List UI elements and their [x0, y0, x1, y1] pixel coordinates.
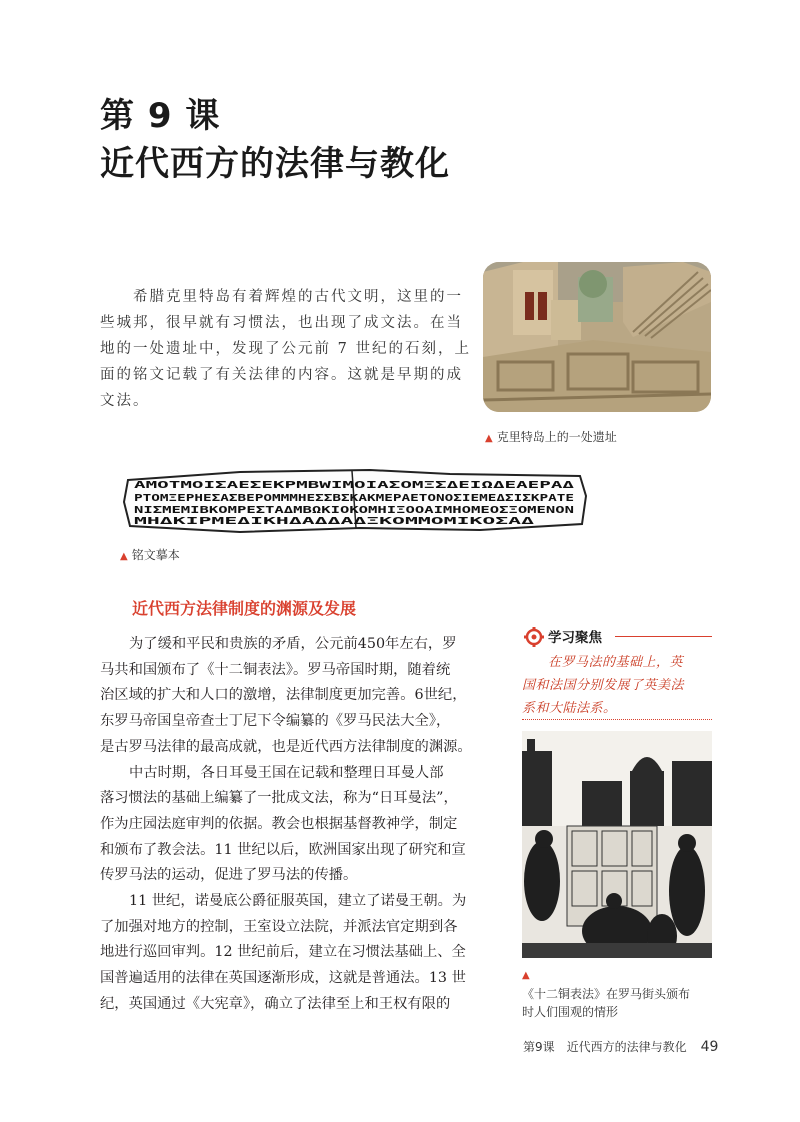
twelve-tables-engraving: [522, 731, 712, 958]
caption-text: 克里特岛上的一处遗址: [496, 430, 617, 444]
body-line: 和颁布了教会法。11 世纪以后，欧洲国家出现了研究和宣: [100, 841, 466, 858]
intro-line: 地的一处遗址中，发现了公元前 7 世纪的石刻，上: [100, 341, 471, 357]
engraving-caption-line-2: 时人们围观的情形: [522, 1005, 619, 1019]
caption-marker-icon: ▲: [522, 970, 530, 981]
page-footer: [523, 1038, 718, 1055]
inscription-drawing: [120, 466, 590, 536]
body-line: 了加强对地方的控制，王室设立法院，并派法官定期到各: [100, 918, 458, 935]
intro-line: 希腊克里特岛有着辉煌的古代文明，这里的一: [133, 289, 463, 305]
inscription-caption: [120, 546, 180, 563]
ruins-illustration: [483, 262, 711, 412]
engraving-caption: [522, 967, 690, 1021]
body-line: 纪，英国通过《大宪章》，确立了法律至上和王权有限的: [100, 995, 451, 1012]
engraving-illustration: [522, 731, 712, 958]
page-number: 49: [700, 1039, 719, 1055]
body-line: 11 世纪，诺曼底公爵征服英国，建立了诺曼王朝。为: [129, 893, 467, 910]
focus-target-icon: [524, 627, 544, 647]
body-line: 地进行巡回审判。12 世纪前后，建立在习惯法基础上、全: [100, 944, 466, 961]
engraving-caption-line-1: ▲ 《十二铜表法》在罗马街头颁布: [522, 967, 690, 1003]
body-line: 东罗马帝国皇帝查士丁尼下令编纂的《罗马民法大全》，: [100, 713, 451, 730]
intro-line: 面的铭文记载了有关法律的内容。这就是早期的成: [100, 367, 463, 383]
section-heading: 近代西方法律制度的渊源及发展: [132, 599, 357, 618]
body-line: 国普遍适用的法律在英国逐渐形成，这就是普通法。13 世: [100, 970, 466, 987]
lesson-title: 近代西方的法律与教化: [100, 144, 450, 184]
body-line: 作为庄园法庭审判的依据。教会也根据基督教神学，制定: [100, 815, 458, 832]
body-line: 马共和国颁布了《十二铜表法》。罗马帝国时期，随着统: [100, 661, 451, 678]
body-line: 为了缓和平民和贵族的矛盾，公元前450年左右，罗: [129, 636, 457, 652]
caption-marker-icon: ▲: [120, 551, 128, 562]
crete-site-photo: [483, 262, 711, 412]
body-line: 落习惯法的基础上编纂了一批成文法，称为“日耳曼法”，: [100, 790, 458, 807]
focus-text: [522, 651, 712, 720]
body-line: 中古时期，各日耳曼王国在记载和整理日耳曼人部: [129, 764, 444, 781]
intro-line: 些城邦，很早就有习惯法，也出现了成文法。在当: [100, 315, 463, 331]
focus-line: 系和大陆法系。: [522, 701, 617, 716]
focus-dotted-divider: [522, 719, 712, 720]
inscription-row: ΜΗΔΚΙΡΜΕΔΙΚΗΔΑΔΔΑΔΞΚΟΜΜΟΜΙΚΟΣΑΔ: [134, 516, 534, 527]
inscription-row: ΡTOMΞΕΡΗΕΣΑΣΒΕΡΟΜΜΜΗΕΣΣΒΣΚΑΚΜΕΡΑΕΤΟΝΟΣΙΕΜΕΔΣΙΣΚΡΑΤΕ: [134, 493, 574, 504]
section-body: [100, 632, 500, 1018]
body-line: 治区域的扩大和人口的激增，法律制度更加完善。6世纪，: [100, 687, 467, 704]
focus-line: 在罗马法的基础上，英: [548, 655, 684, 670]
lesson-number: 第 9 课: [100, 96, 221, 136]
caption-text: 铭文摹本: [131, 548, 180, 562]
intro-line: 文法。: [100, 393, 150, 409]
inscription-row: ΝΙΣΜΕΜΙΒΚΟΜΡΕΣΤΑΔΜΒΩΚΙΟΚΟΜΗΙΞΟΟΑΙΜΗΟΜΕΟΣΞΟΜΕΝΟΝ: [134, 505, 574, 516]
focus-line: 国和法国分别发展了英美法: [522, 678, 685, 693]
body-line: 传罗马法的运动，促进了罗马法的传播。: [100, 867, 358, 884]
inscription-facsimile: [120, 466, 590, 536]
inscription-row: AMOTMOIΣAEΣEKPMBWIMOIAΣOMΞΣΔΕΙΩΔΕΑΕΡΑΔ: [134, 480, 574, 491]
site-photo-caption: [485, 428, 617, 445]
footer-chapter: 第9课 近代西方的法律与教化: [523, 1040, 687, 1054]
body-line: 是古罗马法律的最高成就，也是近代西方法律制度的渊源。: [100, 738, 472, 755]
focus-label: 学习聚焦: [548, 630, 602, 646]
intro-paragraph: [100, 284, 471, 414]
caption-marker-icon: ▲: [485, 433, 493, 444]
focus-divider: [615, 636, 712, 637]
